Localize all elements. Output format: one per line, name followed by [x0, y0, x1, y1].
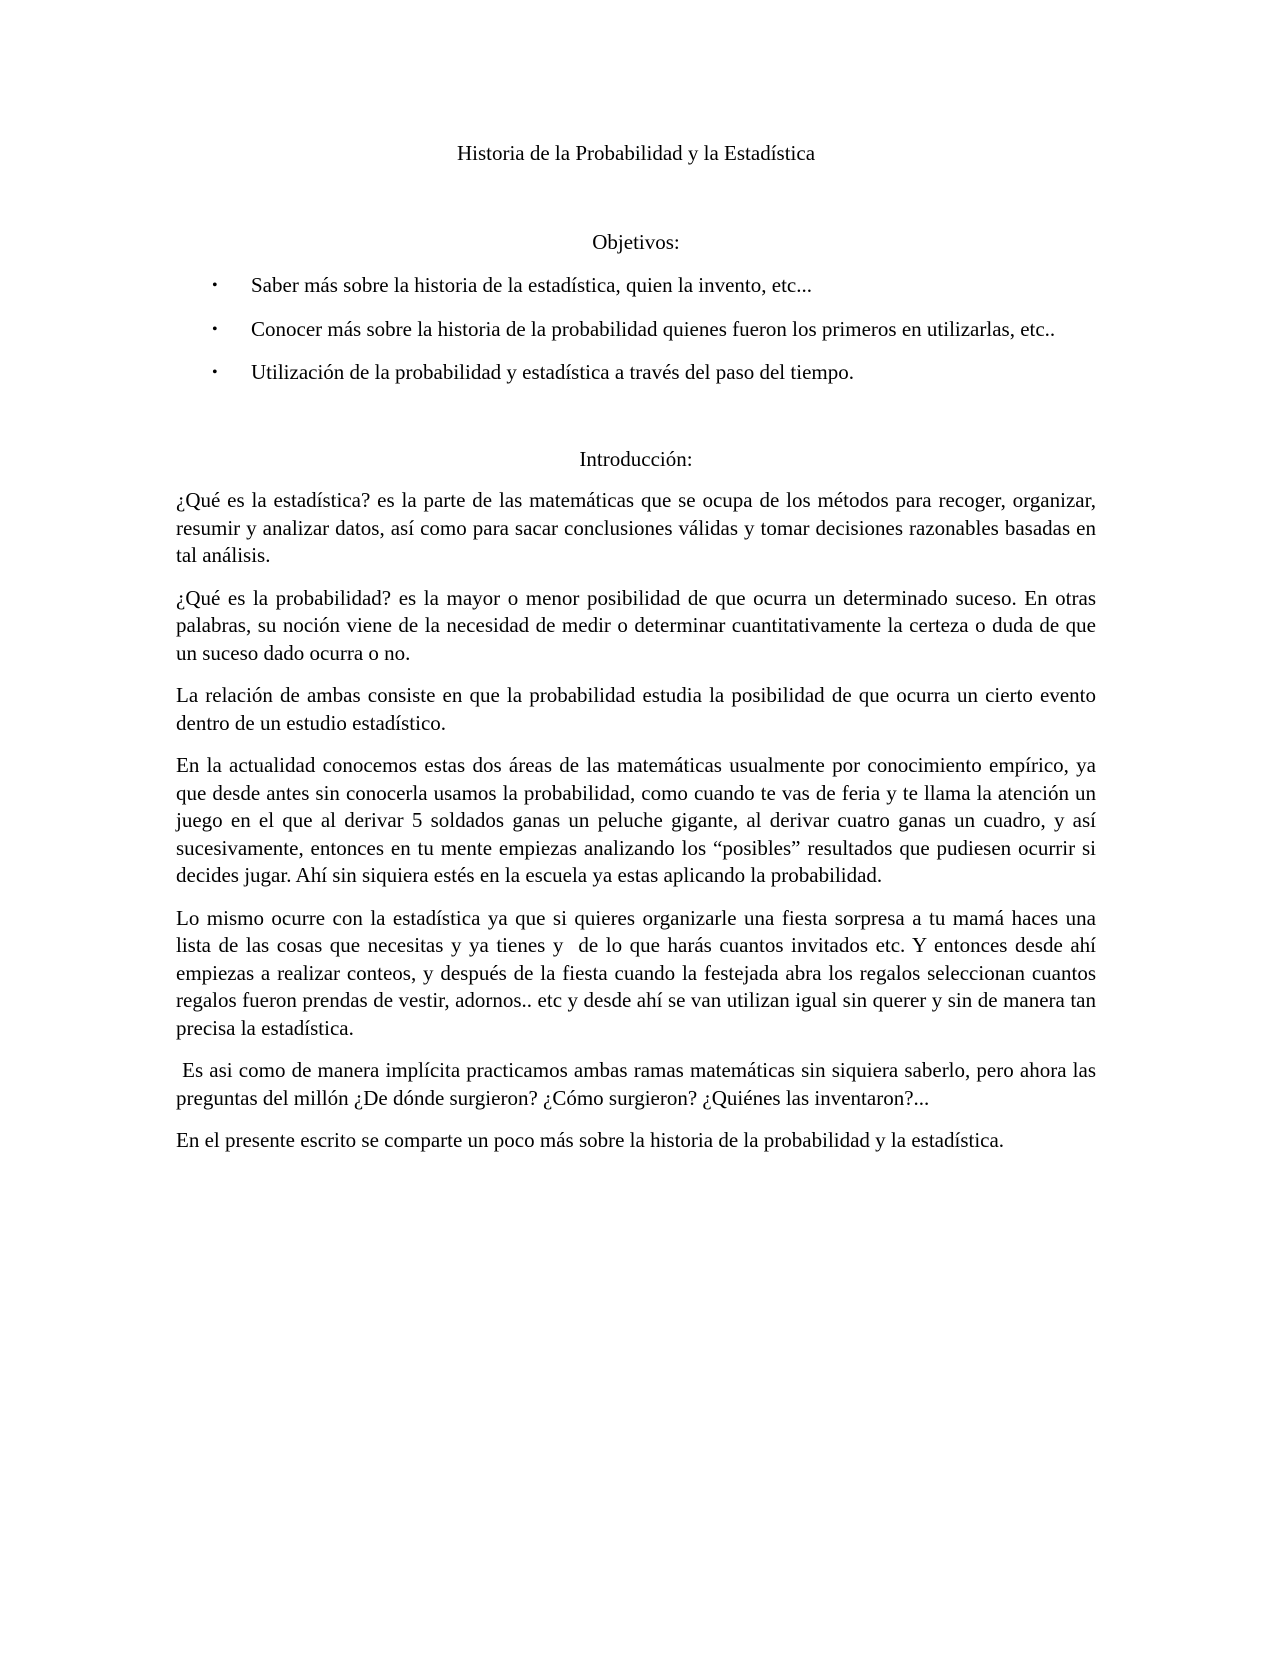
paragraph: En el presente escrito se comparte un poco más sobre la historia de la probabilidad y la estadística. [176, 1128, 1005, 1152]
list-item-text: Utilización de la probabilidad y estadística a través del paso del tiempo. [251, 360, 854, 384]
list-item [176, 359, 1096, 387]
paragraph: En la actualidad conocemos estas dos áreas de las matemáticas usualmente por conocimiento empírico, ya que desde antes sin conocerla usamos la probabilidad, como cuando te vas de feria y te llama la atención un juego en el que al derivar 5 soldados ganas un peluche gigante, al derivar cuatro ganas un cuadro, y así sucesivamente, entonces en tu mente empiezas analizando los “posibles” resultados que pudiesen ocurrir si decides jugar. Ahí sin siquiera estés en la escuela ya estas aplicando la probabilidad. [176, 753, 1102, 887]
document-title: Historia de la Probabilidad y la Estadística [456, 141, 816, 165]
document-body [176, 140, 1102, 1155]
paragraph: ¿Qué es la estadística? es la parte de las matemáticas que se ocupa de los métodos para recoger, organizar, resumir y analizar datos, así como para sacar conclusiones válidas y tomar decisiones razonables basadas en tal análisis. [176, 488, 1102, 567]
paragraph: La relación de ambas consiste en que la probabilidad estudia la posibilidad de que ocurra un cierto evento dentro de un estudio estadístico. [176, 683, 1102, 735]
list-item-text: Conocer más sobre la historia de la probabilidad quienes fueron los primeros en utilizarlas, etc.. [251, 316, 1056, 341]
paragraph: Es asi como de manera implícita practicamos ambas ramas matemáticas sin siquiera saberlo, pero ahora las preguntas del millón ¿De dónde surgieron? ¿Cómo surgieron? ¿Quiénes las inventaron?... [176, 1058, 1102, 1110]
bullet-icon: • [212, 277, 218, 294]
introduction-heading: Introducción: [579, 446, 693, 471]
bullet-icon: • [212, 320, 218, 338]
paragraph: Lo mismo ocurre con la estadística ya que si quieres organizarle una fiesta sorpresa a tu mamá haces una lista de las cosas que necesitas y ya tienes y de lo que harás cuantos invitados etc. Y entonces desde ahí empiezas a realizar conteos, y después de la fiesta cuando la festejada abra los regalos seleccionan cuantos regalos fueron prendas de vestir, adornos.. etc y desde ahí se van utilizan igual sin querer y sin de manera tan precisa la estadística. [176, 905, 1102, 1040]
objectives-list [176, 272, 1096, 387]
list-item-text: Saber más sobre la historia de la estadística, quien la invento, etc... [251, 273, 812, 297]
paragraph: ¿Qué es la probabilidad? es la mayor o menor posibilidad de que ocurra un determinado suceso. En otras palabras, su noción viene de la necesidad de medir o determinar cuantitativamente la certeza o duda de que un suceso dado ocurra o no. [176, 585, 1102, 665]
bullet-icon: • [212, 364, 218, 381]
objectives-heading: Objetivos: [592, 229, 680, 254]
list-item [176, 272, 1096, 300]
list-item [176, 316, 1096, 344]
